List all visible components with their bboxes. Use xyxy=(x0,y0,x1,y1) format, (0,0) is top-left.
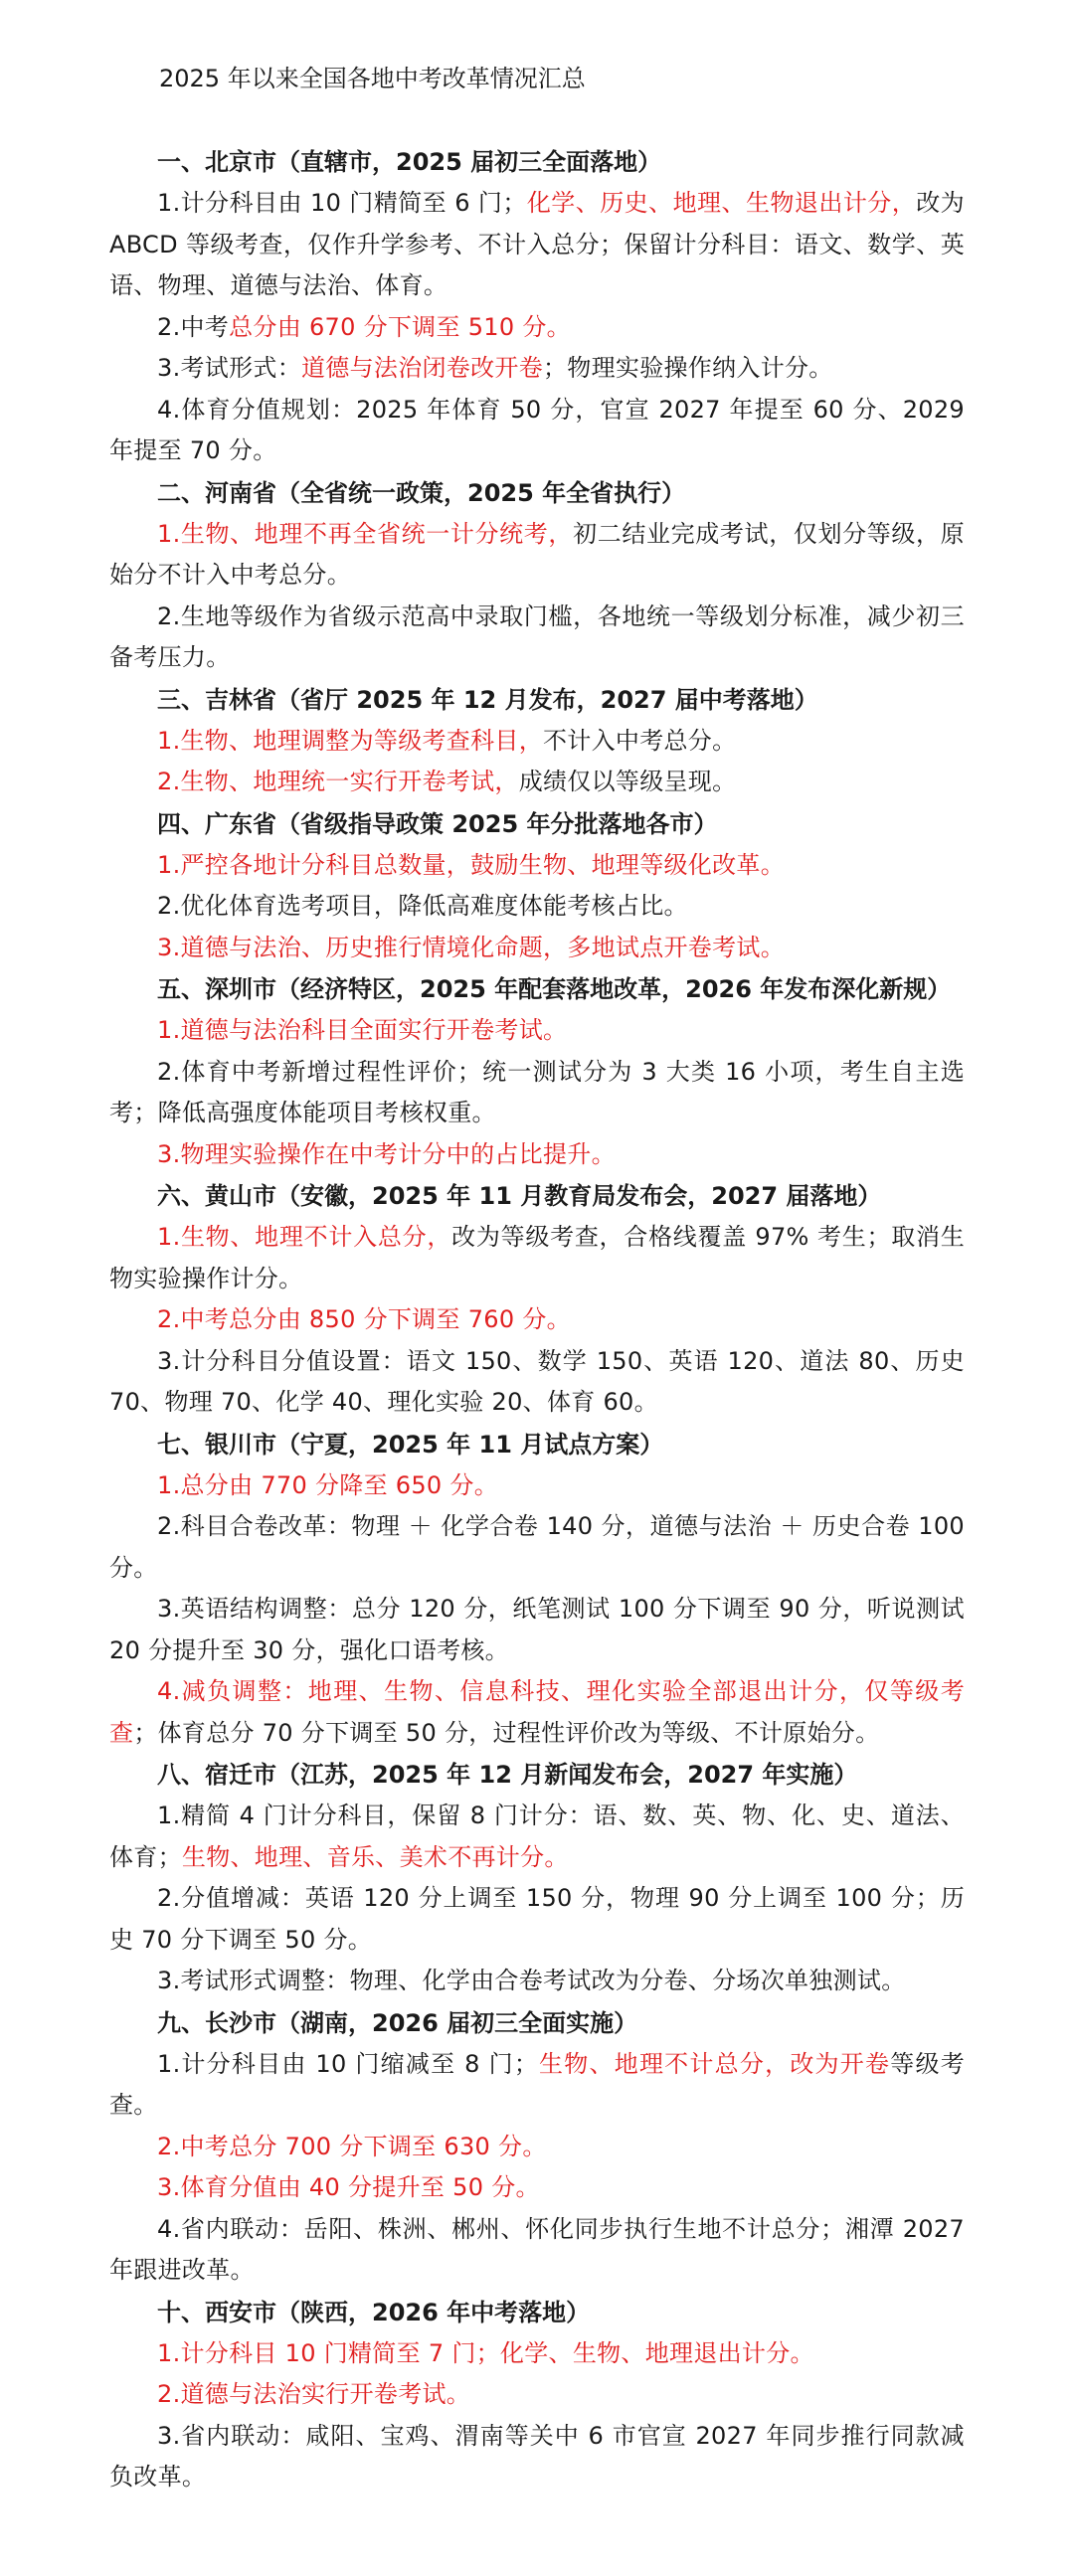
list-item xyxy=(109,721,965,763)
section-heading: 九、长沙市（湖南，2026 届初三全面实施） xyxy=(157,2008,638,2037)
list-item xyxy=(109,1961,965,2002)
highlighted-text: 道德与法治闭卷改开卷 xyxy=(301,354,543,382)
list-item xyxy=(109,1010,965,1052)
section-5 xyxy=(109,968,965,1175)
list-item xyxy=(109,1217,965,1299)
section-heading: 三、吉林省（省厅 2025 年 12 月发布，2027 届中考落地） xyxy=(157,685,818,714)
body-text: 改为等级考查，合格线覆盖 97% 考生；取消生物实验操作计分。 xyxy=(109,1223,965,1292)
list-item xyxy=(109,1134,965,1176)
highlighted-text: 1.道德与法治科目全面实行开卷考试。 xyxy=(157,1016,568,1044)
body-text: 1.计分科目由 10 门缩减至 8 门； xyxy=(157,2049,539,2078)
list-item xyxy=(109,2209,965,2292)
body-text: 2.科目合卷改革：物理 ＋ 化学合卷 140 分，道德与法治 ＋ 历史合卷 100 分。 xyxy=(109,1512,965,1582)
body-text: 2.生地等级作为省级示范高中录取门槛，各地统一等级划分标准，减少初三备考压力。 xyxy=(109,601,965,671)
list-item xyxy=(109,1878,965,1961)
list-item xyxy=(109,762,965,803)
title-spacer xyxy=(109,99,965,141)
highlighted-text: 化学、历史、地理、生物退出计分， xyxy=(526,189,917,217)
list-item xyxy=(109,1052,965,1134)
highlighted-text: 1.严控各地计分科目总数量，鼓励生物、地理等级化改革。 xyxy=(157,850,785,879)
highlighted-text: 4.减负调整：地理、生物、信息科技、理化实验全部退出计分，仅等级考查 xyxy=(109,1677,965,1747)
list-item xyxy=(109,845,965,887)
body-text: 改为 ABCD 等级考查，仅作升学参考、不计入总分；保留计分科目：语文、数学、英语、物理、道德与法治、体育。 xyxy=(109,189,965,299)
body-text: ；物理实验操作纳入计分。 xyxy=(543,354,833,382)
body-text: 2.分值增减：英语 120 分上调至 150 分，物理 90 分上调至 100 分；历史 70 分下调至 50 分。 xyxy=(109,1884,965,1954)
body-text: 1.计分科目由 10 门精简至 6 门； xyxy=(157,189,527,217)
list-item xyxy=(109,2333,965,2375)
highlighted-text: 1.总分由 770 分降至 650 分。 xyxy=(157,1470,499,1499)
section-8 xyxy=(109,1754,965,2002)
section-heading: 二、河南省（全省统一政策，2025 年全省执行） xyxy=(157,478,686,507)
highlighted-text: 1.计分科目 10 门精简至 7 门；化学、生物、地理退出计分。 xyxy=(157,2338,814,2367)
list-item xyxy=(109,1465,965,1507)
highlighted-text: 1.生物、地理调整为等级考查科目， xyxy=(157,726,543,755)
section-heading: 八、宿迁市（江苏，2025 年 12 月新闻发布会，2027 年实施） xyxy=(157,1761,858,1789)
list-item xyxy=(109,2167,965,2209)
section-heading: 四、广东省（省级指导政策 2025 年分批落地各市） xyxy=(157,809,718,838)
section-7 xyxy=(109,1424,965,1755)
document-body xyxy=(109,141,965,2498)
section-3 xyxy=(109,679,965,803)
body-text: 不计入中考总分。 xyxy=(543,726,737,755)
list-item xyxy=(109,886,965,928)
section-heading: 五、深圳市（经济特区，2025 年配套落地改革，2026 年发布深化新规） xyxy=(157,975,952,1003)
body-text: 等级考查。 xyxy=(109,2049,965,2119)
list-item xyxy=(109,1341,965,1424)
list-item xyxy=(109,928,965,969)
highlighted-text: 1.生物、地理不计入总分， xyxy=(157,1223,452,1251)
section-9 xyxy=(109,2002,965,2292)
list-item xyxy=(109,597,965,679)
list-item xyxy=(109,1671,965,1754)
list-item xyxy=(109,2416,965,2498)
body-text: 1.精简 4 门计分科目，保留 8 门计分：语、数、英、物、化、史、道法、体育； xyxy=(109,1802,965,1871)
highlighted-text: 2.道德与法治实行开卷考试。 xyxy=(157,2380,471,2408)
section-heading: 七、银川市（宁夏，2025 年 11 月试点方案） xyxy=(157,1430,664,1459)
body-text: 3.省内联动：咸阳、宝鸡、渭南等关中 6 市官宣 2027 年同步推行同款减负改革。 xyxy=(109,2421,965,2490)
highlighted-text: 生物、地理不计总分，改为开卷 xyxy=(538,2049,891,2078)
body-text: 2.优化体育选考项目，降低高难度体能考核占比。 xyxy=(157,892,688,920)
highlighted-text: 2.中考总分 700 分下调至 630 分。 xyxy=(157,2132,547,2160)
body-text: 2.体育中考新增过程性评价；统一测试分为 3 大类 16 小项，考生自主选考；降低高强度体能项目考核权重。 xyxy=(109,1057,965,1126)
section-heading: 十、西安市（陕西，2026 年中考落地） xyxy=(157,2298,591,2326)
list-item xyxy=(109,514,965,597)
section-heading: 一、北京市（直辖市，2025 届初三全面落地） xyxy=(157,148,662,176)
list-item xyxy=(109,307,965,349)
body-text: 成绩仅以等级呈现。 xyxy=(518,768,737,795)
section-6 xyxy=(109,1175,965,1424)
list-item xyxy=(109,348,965,390)
highlighted-text: 生物、地理、音乐、美术不再计分。 xyxy=(181,1842,569,1871)
section-1 xyxy=(109,141,965,472)
body-text: 初二结业完成考试，仅划分等级，原始分不计入中考总分。 xyxy=(109,519,965,589)
list-item xyxy=(109,2127,965,2168)
body-text: 2.中考 xyxy=(157,312,230,341)
highlighted-text: 总分由 670 分下调至 510 分。 xyxy=(229,312,571,341)
body-text: 3.英语结构调整：总分 120 分，纸笔测试 100 分下调至 90 分，听说测试 20 分提升至 30 分，强化口语考核。 xyxy=(109,1595,965,1664)
body-text: 3.计分科目分值设置：语文 150、数学 150、英语 120、道法 80、历史 70、物理 70、化学 40、理化实验 20、体育 60。 xyxy=(109,1346,965,1416)
document-title: 2025 年以来全国各地中考改革情况汇总 xyxy=(159,65,586,92)
body-text: ；体育总分 70 分下调至 50 分，过程性评价改为等级、不计原始分。 xyxy=(133,1718,880,1747)
list-item xyxy=(109,183,965,307)
list-item xyxy=(109,1796,965,1878)
section-2 xyxy=(109,472,965,679)
highlighted-text: 3.道德与法治、历史推行情境化命题，多地试点开卷考试。 xyxy=(157,933,785,961)
body-text: 3.考试形式： xyxy=(157,354,301,382)
section-heading: 六、黄山市（安徽，2025 年 11 月教育局发布会，2027 届落地） xyxy=(157,1182,882,1210)
section-10 xyxy=(109,2292,965,2498)
highlighted-text: 3.物理实验操作在中考计分中的占比提升。 xyxy=(157,1139,616,1168)
list-item xyxy=(109,2374,965,2416)
body-text: 4.省内联动：岳阳、株洲、郴州、怀化同步执行生地不计总分；湘潭 2027 年跟进改革。 xyxy=(109,2214,965,2284)
list-item xyxy=(109,1299,965,1341)
highlighted-text: 3.体育分值由 40 分提升至 50 分。 xyxy=(157,2173,540,2201)
list-item xyxy=(109,2044,965,2127)
highlighted-text: 1.生物、地理不再全省统一计分统考， xyxy=(157,519,574,548)
list-item xyxy=(109,1506,965,1589)
body-text: 4.体育分值规划：2025 年体育 50 分，官宣 2027 年提至 60 分、2029 年提至 70 分。 xyxy=(109,395,965,464)
highlighted-text: 2.生物、地理统一实行开卷考试， xyxy=(157,768,519,795)
body-text: 3.考试形式调整：物理、化学由合卷考试改为分卷、分场次单独测试。 xyxy=(157,1967,906,1994)
list-item xyxy=(109,390,965,472)
highlighted-text: 2.中考总分由 850 分下调至 760 分。 xyxy=(157,1305,571,1333)
list-item xyxy=(109,1589,965,1671)
section-4 xyxy=(109,803,965,969)
